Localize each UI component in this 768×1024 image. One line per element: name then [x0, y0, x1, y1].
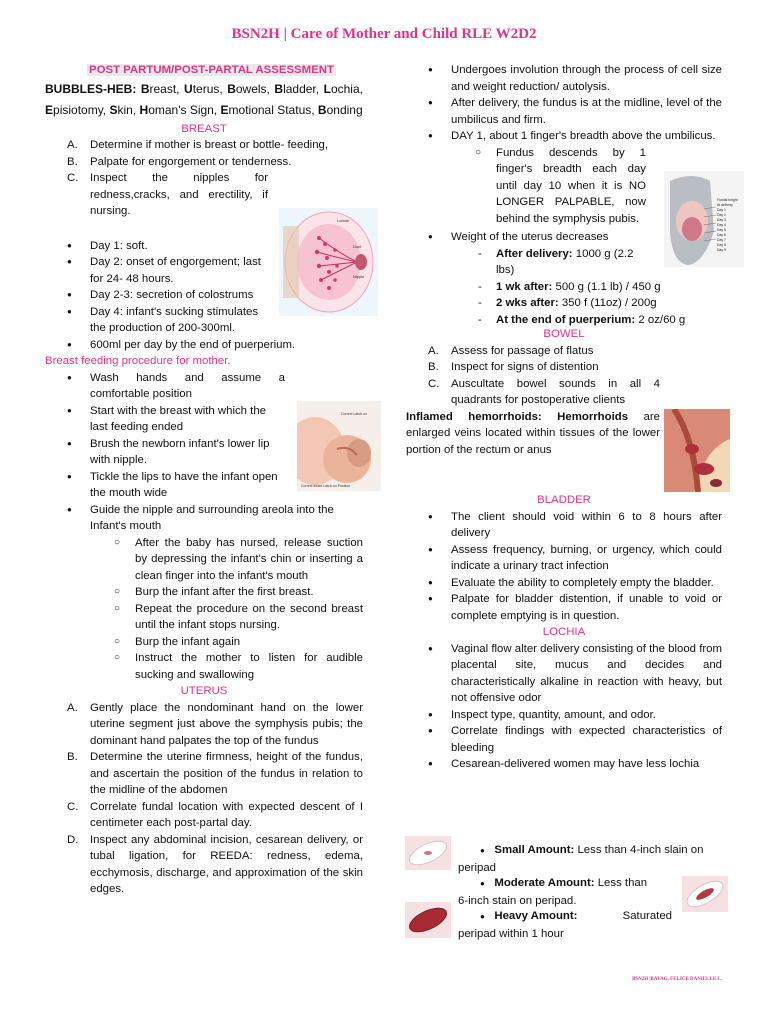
fundal-height-figure — [664, 171, 744, 267]
list-item: ● Day 2: onset of engorgement; last for 24- 48 hours. — [45, 254, 363, 287]
list-item: ● Tickle the lips to have the infant open the mouth wide — [45, 469, 363, 502]
list-item: ● Vaginal flow alter delivery consisting of the blood from placental site, mucus and decides and characteristically alkaline in reaction with heavy, but not offensive odor — [406, 641, 722, 707]
list-item: ● Cesarean-delivered women may have less lochia — [406, 756, 722, 773]
list-item: C. Inspect the nipples for redness,cracks, and erectility, if nursing. — [67, 172, 268, 217]
list-item: ○ Burp the infant after the first breast. — [45, 584, 363, 601]
page-title: BSN2H | Care of Mother and Child RLE W2D2 — [231, 26, 537, 42]
list-item: B. Palpate for engorgement or tenderness. — [67, 155, 292, 168]
list-item: ● 600ml per day by the end of puerperium. — [45, 337, 363, 354]
fundal-fig-label: Day 3 — [717, 218, 726, 222]
bubbles-heb-mnemonic: BUBBLES-HEB: Breast, Uterus, Bowels, Bladder, Lochia, Episiotomy, Skin, Homan's Sign, Emotional Status, Bonding — [45, 81, 363, 117]
bladder-list — [406, 509, 722, 625]
breastfeeding-latch-figure — [297, 401, 381, 491]
involution-list — [406, 62, 722, 145]
list-item: - After delivery: 1000 g (2.2 lbs) — [406, 246, 722, 279]
amount-small: ● Small Amount: Less than 4-inch slain on peripad — [458, 844, 704, 874]
list-item: ○ Instruct the mother to listen for audible sucking and swallowing — [45, 650, 363, 683]
list-item: ○ Burp the infant again — [45, 634, 363, 651]
list-item: ● Day 2-3: secretion of colostrums — [45, 287, 363, 304]
uterus-list — [45, 700, 363, 898]
list-item: A. Determine if mother is breast or bottle- feeding, — [67, 139, 329, 151]
list-item: ● Assess frequency, burning, or urgency, which could indicate a urinary tract infection — [406, 542, 722, 575]
breast-heading: BREAST — [181, 122, 227, 135]
bowel-list — [406, 343, 722, 409]
fundal-fig-label: Day 9 — [717, 248, 726, 252]
bf-fig-label: Correct Latch-on — [341, 412, 368, 416]
heavy-amount-pad-icon — [405, 902, 451, 938]
list-item: ○ After the baby has nursed, release suction by depressing the infant's chin or inserting a clean finger into the infant's mouth — [45, 535, 363, 585]
breastfeeding-sublist — [45, 535, 363, 684]
list-item: ● Start with the breast with which the last feeding ended — [45, 403, 363, 436]
moderate-amount-pad-icon — [682, 876, 728, 912]
bowel-heading: BOWEL — [543, 328, 585, 340]
list-item: D. Inspect any abdominal incision, cesarean delivery, or tubal ligation, for REEDA: redness, edema, ecchymosis, discharge, and approximation of the skin edges. — [67, 833, 363, 895]
fundal-fig-label: Day 7 — [717, 238, 726, 242]
section-title: POST PARTUM/POST-PARTAL ASSESSMENT — [89, 64, 334, 76]
fundal-fig-label: Day 1 — [717, 208, 726, 212]
list-item: ○ Fundus descends by 1 finger's breadth each day until day 10 when it is NO LONGER PALPABLE, now behind the symphysis pubis. — [406, 145, 722, 228]
lochia-list — [406, 641, 722, 773]
bladder-heading: BLADDER — [537, 494, 591, 506]
breast-fig-label: Nipple — [353, 274, 365, 279]
fundal-fig-label: Day 2 — [717, 213, 726, 217]
hemorrhoids-note: Inflamed hemorrhoids: Hemorrhoids are enlarged veins located within tissues of the lower portion of the rectum or anus — [406, 410, 660, 456]
list-item: ● Undergoes involution through the process of cell size and weight reduction/ autolysis. — [406, 62, 722, 95]
list-item: ● Day 4: infant's sucking stimulates the production of 200-300ml. — [45, 304, 363, 337]
lochia-heading: LOCHIA — [542, 626, 586, 638]
list-item: ● Day 1: soft. — [45, 238, 363, 255]
list-item: B. Inspect for signs of distention — [428, 361, 599, 373]
list-item: ○ Repeat the procedure on the second breast until the infant stops nursing. — [45, 601, 363, 634]
list-item: ● Brush the newborn infant's lower lip with nipple. — [45, 436, 363, 469]
list-item: A. Assess for passage of flatus — [428, 344, 594, 357]
list-item: ● Guide the nipple and surrounding areola into the Infant's mouth — [45, 502, 363, 535]
list-item: ● Wash hands and assume a comfortable position — [45, 370, 363, 403]
list-item: ● Evaluate the ability to completely empty the bladder. — [406, 575, 722, 592]
footer-author: BSN2H |BAYAG, FELICE DANIELLE L. — [632, 977, 722, 982]
list-item: ● The client should void within 6 to 8 hours after delivery — [406, 509, 722, 542]
list-item: A. Gently place the nondominant hand on the lower uterine segment just above the symphysis pubis; the dominant hand palpates the top of the fundus — [67, 701, 363, 747]
list-item: - 1 wk after: 500 g (1.1 lb) / 450 g — [406, 279, 722, 296]
breast-fig-label: Duct — [353, 244, 362, 249]
small-amount-pad-icon — [405, 836, 451, 870]
amount-heavy: ● Heavy Amount: Saturated peripad within 1 hour — [458, 910, 672, 940]
breast-anatomy-figure — [279, 208, 378, 316]
list-item: ● DAY 1, about 1 finger's breadth above the umbilicus. — [406, 128, 722, 145]
hemorrhoid-anatomy-figure — [664, 409, 730, 492]
fundal-fig-label: Day 5 — [717, 228, 726, 232]
fundal-fig-label: Day 8 — [717, 243, 726, 247]
list-item: - 2 wks after: 350 f (11oz) / 200g — [406, 295, 722, 312]
amount-moderate: ● Moderate Amount: Less than 6-inch stain on peripad. — [458, 877, 648, 907]
list-item: B. Determine the uterine firmness, height of the fundus, and ascertain the position of the fundus in relation to the midline of the abdomen — [67, 751, 363, 796]
list-item: ● Correlate findings with expected characteristics of bleeding — [406, 723, 722, 756]
fundal-fig-label: Day 6 — [717, 233, 726, 237]
list-item: ● After delivery, the fundus is at the midline, level of the umbilicus and firm. — [406, 95, 722, 128]
list-item: ● Palpate for bladder distention, if unable to void or complete emptying is in question. — [406, 591, 722, 624]
fundal-fig-label: Day 4 — [717, 223, 726, 227]
list-item: C. Auscultate bowel sounds in all 4 quadrants for postoperative clients — [428, 377, 660, 406]
fundal-fig-label: Fundal height — [717, 198, 738, 202]
bf-fig-label: Correct Infant Latch-on Position — [301, 484, 351, 488]
list-item: - At the end of puerperium: 2 oz/60 g — [406, 312, 722, 329]
breastfeeding-heading: Breast feeding procedure for mother. — [45, 355, 231, 367]
fundal-fig-label: At delivery — [717, 203, 733, 207]
list-item: ● Inspect type, quantity, amount, and odor. — [406, 707, 722, 724]
uterus-heading: UTERUS — [180, 685, 228, 697]
list-item: ● Weight of the uterus decreases — [406, 229, 722, 246]
breast-fig-label: Lobule — [337, 218, 350, 223]
list-item: C. Correlate fundal location with expected descent of I centimeter each post-partal day. — [67, 800, 363, 829]
